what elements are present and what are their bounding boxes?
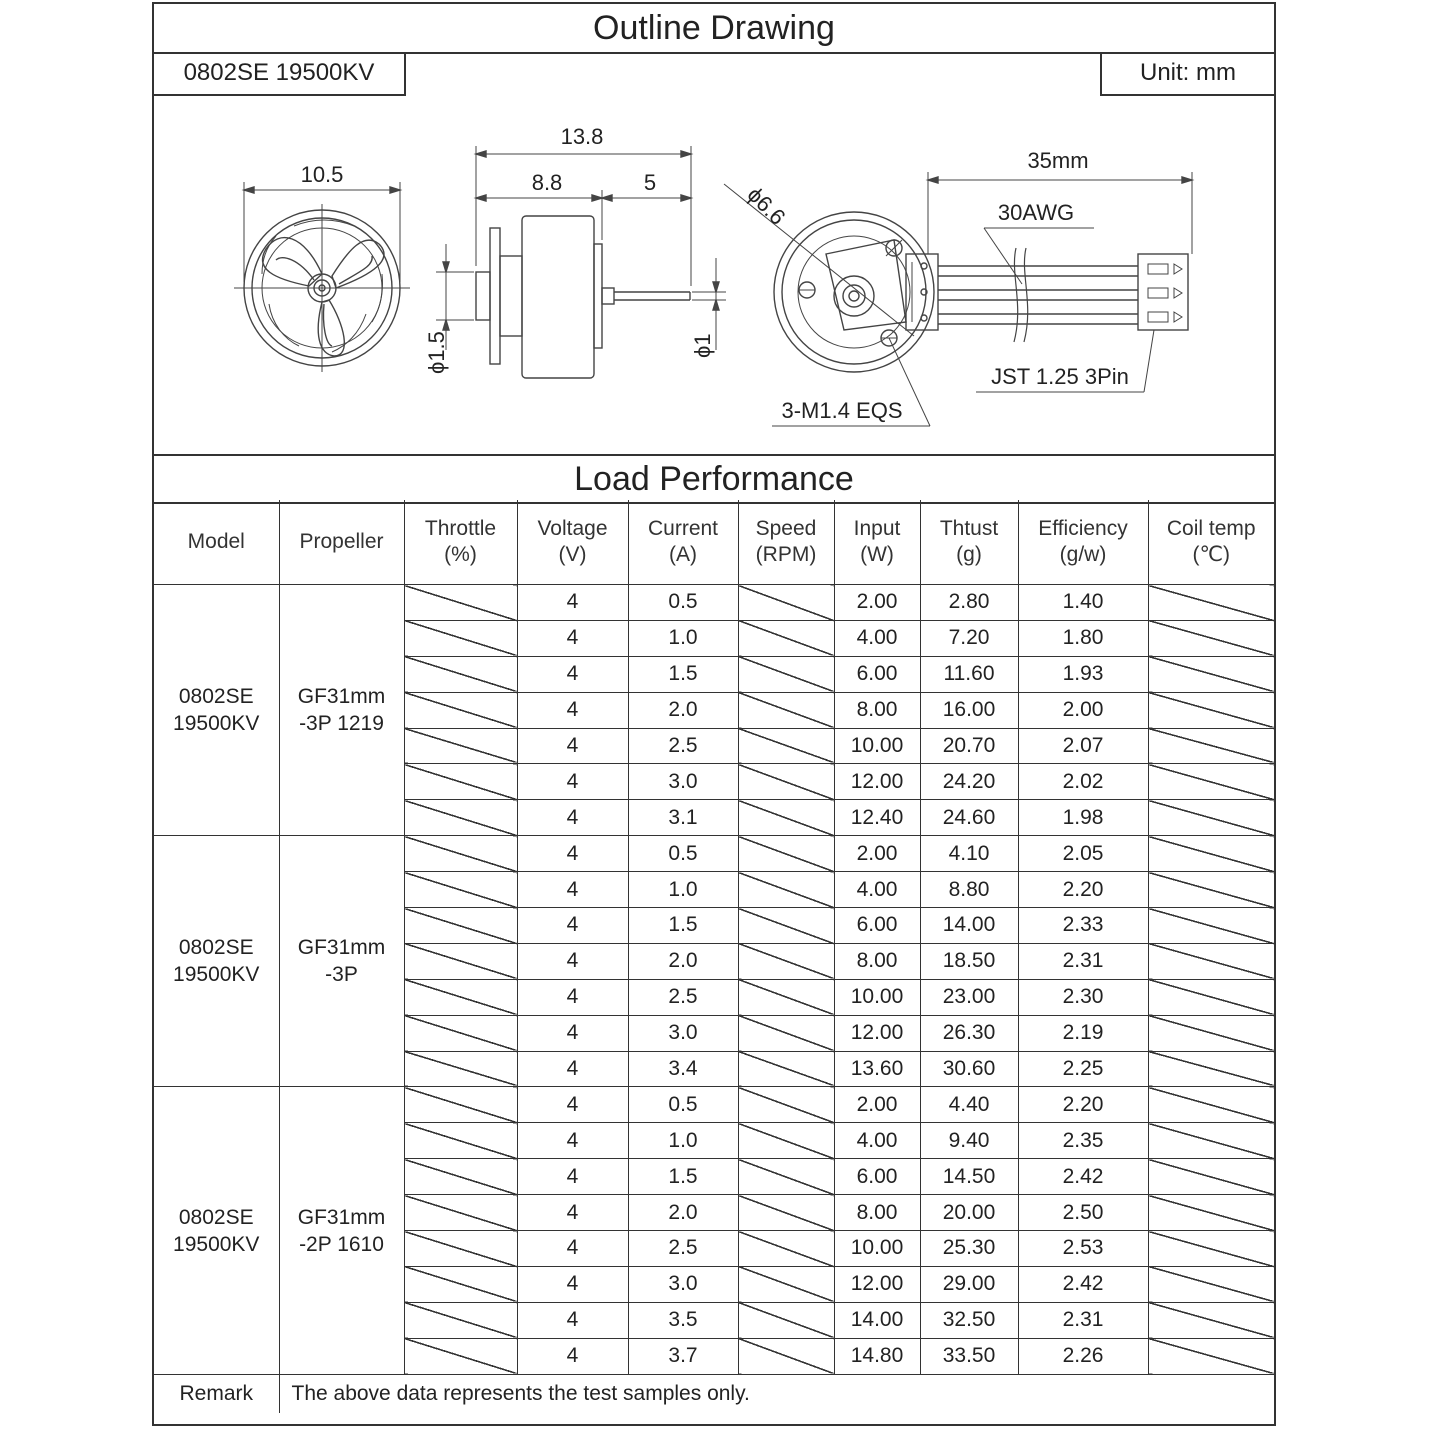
coil-temp-cell-empty [1148,800,1274,836]
coil-temp-cell-empty [1148,1015,1274,1051]
voltage-cell: 4 [517,1338,628,1374]
efficiency-cell: 2.30 [1018,979,1148,1015]
thrust-cell: 33.50 [920,1338,1018,1374]
throttle-cell-empty [404,692,517,728]
efficiency-cell: 2.31 [1018,1302,1148,1338]
column-header [1148,500,1274,585]
voltage-cell: 4 [517,656,628,692]
speed-cell-empty [738,620,834,656]
dim-shaft-dia: ϕ1 [690,333,715,358]
model-name: 0802SE [178,1205,254,1229]
coil-temp-cell-empty [1148,943,1274,979]
voltage-cell: 4 [517,1015,628,1051]
propeller-variant: -2P 1610 [299,1232,384,1256]
load-performance-table [154,500,1274,1413]
remark-text: The above data represents the test samples only. [279,1374,1274,1413]
voltage-cell: 4 [517,1195,628,1231]
throttle-cell-empty [404,620,517,656]
voltage-cell: 4 [517,943,628,979]
coil-temp-cell-empty [1148,585,1274,621]
remark-label: Remark [154,1374,279,1413]
column-header-label: Voltage [537,517,608,540]
label-wire-gauge: 30AWG [997,200,1075,225]
speed-cell-empty [738,908,834,944]
thrust-cell: 11.60 [920,656,1018,692]
coil-temp-cell-empty [1148,979,1274,1015]
voltage-cell: 4 [517,872,628,908]
coil-temp-cell-empty [1148,836,1274,872]
dim-base-boss: ϕ1.5 [424,331,449,374]
column-header-label: Input [853,517,901,540]
coil-temp-cell-empty [1148,1051,1274,1087]
dim-hub-dia: ϕ6.6 [742,181,791,230]
voltage-cell: 4 [517,800,628,836]
throttle-cell-empty [404,1302,517,1338]
label-connector: JST 1.25 3Pin [991,364,1129,389]
throttle-cell-empty [404,585,517,621]
thrust-cell: 18.50 [920,943,1018,979]
column-header-label: Current [647,517,719,540]
voltage-cell: 4 [517,979,628,1015]
efficiency-cell: 2.20 [1018,1087,1148,1123]
model-name: 0802SE [178,685,254,709]
thrust-cell: 14.50 [920,1159,1018,1195]
dim-body-length: 8.8 [531,170,563,195]
table-row [154,836,1274,872]
speed-cell-empty [738,1123,834,1159]
efficiency-cell: 2.33 [1018,908,1148,944]
coil-temp-cell-empty [1148,728,1274,764]
thrust-cell: 14.00 [920,908,1018,944]
input-cell: 10.00 [834,979,920,1015]
efficiency-cell: 2.05 [1018,836,1148,872]
thrust-cell: 8.80 [920,872,1018,908]
thrust-cell: 9.40 [920,1123,1018,1159]
current-cell: 1.0 [628,872,738,908]
throttle-cell-empty [404,1231,517,1267]
speed-cell-empty [738,1015,834,1051]
model-cell [154,836,279,1087]
thrust-cell: 7.20 [920,620,1018,656]
column-header-unit: (℃) [1192,543,1231,566]
propeller-cell [279,585,404,836]
propeller-name: GF31mm [297,685,386,709]
throttle-cell-empty [404,872,517,908]
column-header [517,500,628,585]
current-cell: 0.5 [628,1087,738,1123]
thrust-cell: 20.70 [920,728,1018,764]
dim-total-length: 13.8 [560,124,604,149]
voltage-cell: 4 [517,1123,628,1159]
current-cell: 3.1 [628,800,738,836]
throttle-cell-empty [404,908,517,944]
spec-sheet [152,2,1276,1426]
current-cell: 2.5 [628,979,738,1015]
voltage-cell: 4 [517,1302,628,1338]
input-cell: 6.00 [834,656,920,692]
column-header-unit: (%) [444,543,477,566]
voltage-cell: 4 [517,836,628,872]
coil-temp-cell-empty [1148,1231,1274,1267]
model-label: 0802SE 19500KV [154,52,406,96]
input-cell: 8.00 [834,692,920,728]
dim-diameter: 10.5 [300,162,344,187]
column-header [279,500,404,585]
column-header-label: Model [187,530,245,553]
thrust-cell: 25.30 [920,1231,1018,1267]
model-kv: 19500KV [173,1232,260,1256]
remark-row [154,1374,1274,1413]
column-header [628,500,738,585]
speed-cell-empty [738,1266,834,1302]
current-cell: 3.0 [628,1266,738,1302]
voltage-cell: 4 [517,764,628,800]
efficiency-cell: 2.42 [1018,1159,1148,1195]
thrust-cell: 32.50 [920,1302,1018,1338]
efficiency-cell: 2.20 [1018,872,1148,908]
throttle-cell-empty [404,1051,517,1087]
current-cell: 3.5 [628,1302,738,1338]
input-cell: 12.00 [834,1266,920,1302]
speed-cell-empty [738,585,834,621]
thrust-cell: 29.00 [920,1266,1018,1302]
thrust-cell: 20.00 [920,1195,1018,1231]
input-cell: 4.00 [834,620,920,656]
coil-temp-cell-empty [1148,1302,1274,1338]
speed-cell-empty [738,656,834,692]
column-header-label: Speed [755,517,817,540]
propeller-cell [279,836,404,1087]
unit-label: Unit: mm [1100,52,1274,96]
voltage-cell: 4 [517,1231,628,1267]
voltage-cell: 4 [517,908,628,944]
column-header-label: Thtust [939,517,999,540]
table-header-row [154,500,1274,585]
speed-cell-empty [738,728,834,764]
current-cell: 2.0 [628,692,738,728]
input-cell: 12.00 [834,764,920,800]
input-cell: 12.00 [834,1015,920,1051]
input-cell: 6.00 [834,908,920,944]
throttle-cell-empty [404,979,517,1015]
input-cell: 12.40 [834,800,920,836]
input-cell: 13.60 [834,1051,920,1087]
throttle-cell-empty [404,800,517,836]
input-cell: 2.00 [834,836,920,872]
column-header [1018,500,1148,585]
speed-cell-empty [738,1231,834,1267]
coil-temp-cell-empty [1148,1338,1274,1374]
table-row [154,1087,1274,1123]
propeller-name: GF31mm [297,1205,386,1229]
input-cell: 10.00 [834,728,920,764]
input-cell: 8.00 [834,943,920,979]
model-kv: 19500KV [173,963,260,987]
thrust-cell: 24.20 [920,764,1018,800]
propeller-cell [279,1087,404,1374]
throttle-cell-empty [404,1087,517,1123]
current-cell: 3.0 [628,1015,738,1051]
speed-cell-empty [738,1338,834,1374]
current-cell: 0.5 [628,836,738,872]
model-cell [154,1087,279,1374]
input-cell: 2.00 [834,1087,920,1123]
efficiency-cell: 2.02 [1018,764,1148,800]
column-header [920,500,1018,585]
label-mount-holes: 3-M1.4 EQS [781,398,903,423]
input-cell: 14.80 [834,1338,920,1374]
current-cell: 2.5 [628,728,738,764]
thrust-cell: 26.30 [920,1015,1018,1051]
throttle-cell-empty [404,1338,517,1374]
model-cell [154,585,279,836]
coil-temp-cell-empty [1148,692,1274,728]
thrust-cell: 2.80 [920,585,1018,621]
throttle-cell-empty [404,1123,517,1159]
efficiency-cell: 1.93 [1018,656,1148,692]
throttle-cell-empty [404,836,517,872]
current-cell: 2.0 [628,1195,738,1231]
efficiency-cell: 2.25 [1018,1051,1148,1087]
column-header-unit: (g/w) [1059,543,1107,566]
voltage-cell: 4 [517,1051,628,1087]
throttle-cell-empty [404,656,517,692]
speed-cell-empty [738,764,834,800]
speed-cell-empty [738,1159,834,1195]
efficiency-cell: 2.35 [1018,1123,1148,1159]
speed-cell-empty [738,943,834,979]
coil-temp-cell-empty [1148,908,1274,944]
coil-temp-cell-empty [1148,1159,1274,1195]
throttle-cell-empty [404,943,517,979]
column-header [834,500,920,585]
coil-temp-cell-empty [1148,872,1274,908]
front-view [234,182,410,372]
dim-lead-length: 35mm [1027,148,1089,173]
efficiency-cell: 2.07 [1018,728,1148,764]
speed-cell-empty [738,1087,834,1123]
thrust-cell: 16.00 [920,692,1018,728]
thrust-cell: 24.60 [920,800,1018,836]
thrust-cell: 4.40 [920,1087,1018,1123]
thrust-cell: 4.10 [920,836,1018,872]
speed-cell-empty [738,692,834,728]
propeller-name: GF31mm [297,936,386,960]
current-cell: 0.5 [628,585,738,621]
column-header [154,500,279,585]
efficiency-cell: 2.42 [1018,1266,1148,1302]
coil-temp-cell-empty [1148,1123,1274,1159]
coil-temp-cell-empty [1148,656,1274,692]
coil-temp-cell-empty [1148,764,1274,800]
input-cell: 8.00 [834,1195,920,1231]
coil-temp-cell-empty [1148,1266,1274,1302]
dim-shaft-length: 5 [643,170,657,195]
current-cell: 1.5 [628,908,738,944]
thrust-cell: 30.60 [920,1051,1018,1087]
throttle-cell-empty [404,728,517,764]
voltage-cell: 4 [517,692,628,728]
outline-drawing [154,4,1278,456]
current-cell: 1.5 [628,656,738,692]
column-header [738,500,834,585]
column-header-unit: (A) [669,543,697,566]
throttle-cell-empty [404,1159,517,1195]
column-header-unit: (g) [956,543,982,566]
column-header-label: Throttle [424,517,497,540]
table-body [154,585,1274,1413]
model-kv: 19500KV [173,712,260,736]
throttle-cell-empty [404,1195,517,1231]
thrust-cell: 23.00 [920,979,1018,1015]
efficiency-cell: 2.19 [1018,1015,1148,1051]
load-performance-title: Load Performance [154,454,1274,504]
throttle-cell-empty [404,764,517,800]
voltage-cell: 4 [517,1087,628,1123]
column-header-label: Propeller [299,530,384,553]
coil-temp-cell-empty [1148,1195,1274,1231]
current-cell: 3.0 [628,764,738,800]
column-header-unit: (RPM) [755,543,817,566]
efficiency-cell: 2.50 [1018,1195,1148,1231]
efficiency-cell: 2.00 [1018,692,1148,728]
speed-cell-empty [738,872,834,908]
propeller-variant: -3P [325,963,358,987]
speed-cell-empty [738,836,834,872]
speed-cell-empty [738,1195,834,1231]
efficiency-cell: 2.26 [1018,1338,1148,1374]
current-cell: 3.7 [628,1338,738,1374]
current-cell: 2.5 [628,1231,738,1267]
voltage-cell: 4 [517,1159,628,1195]
speed-cell-empty [738,979,834,1015]
column-header-unit: (V) [558,543,587,566]
input-cell: 4.00 [834,1123,920,1159]
voltage-cell: 4 [517,1266,628,1302]
speed-cell-empty [738,800,834,836]
column-header [404,500,517,585]
current-cell: 1.5 [628,1159,738,1195]
current-cell: 2.0 [628,943,738,979]
column-header-label: Efficiency [1038,517,1128,540]
coil-temp-cell-empty [1148,1087,1274,1123]
input-cell: 14.00 [834,1302,920,1338]
voltage-cell: 4 [517,585,628,621]
voltage-cell: 4 [517,728,628,764]
efficiency-cell: 2.31 [1018,943,1148,979]
model-name: 0802SE [178,936,254,960]
input-cell: 2.00 [834,585,920,621]
speed-cell-empty [738,1051,834,1087]
throttle-cell-empty [404,1266,517,1302]
column-header-unit: (W) [860,543,894,566]
input-cell: 10.00 [834,1231,920,1267]
current-cell: 1.0 [628,620,738,656]
efficiency-cell: 1.98 [1018,800,1148,836]
side-view [436,146,726,378]
column-header-label: Coil temp [1166,517,1256,540]
efficiency-cell: 1.80 [1018,620,1148,656]
voltage-cell: 4 [517,620,628,656]
efficiency-cell: 1.40 [1018,585,1148,621]
input-cell: 6.00 [834,1159,920,1195]
table-row [154,585,1274,621]
current-cell: 3.4 [628,1051,738,1087]
throttle-cell-empty [404,1015,517,1051]
outline-drawing-title: Outline Drawing [154,4,1274,54]
propeller-variant: -3P 1219 [299,712,384,736]
speed-cell-empty [738,1302,834,1338]
efficiency-cell: 2.53 [1018,1231,1148,1267]
current-cell: 1.0 [628,1123,738,1159]
input-cell: 4.00 [834,872,920,908]
coil-temp-cell-empty [1148,620,1274,656]
